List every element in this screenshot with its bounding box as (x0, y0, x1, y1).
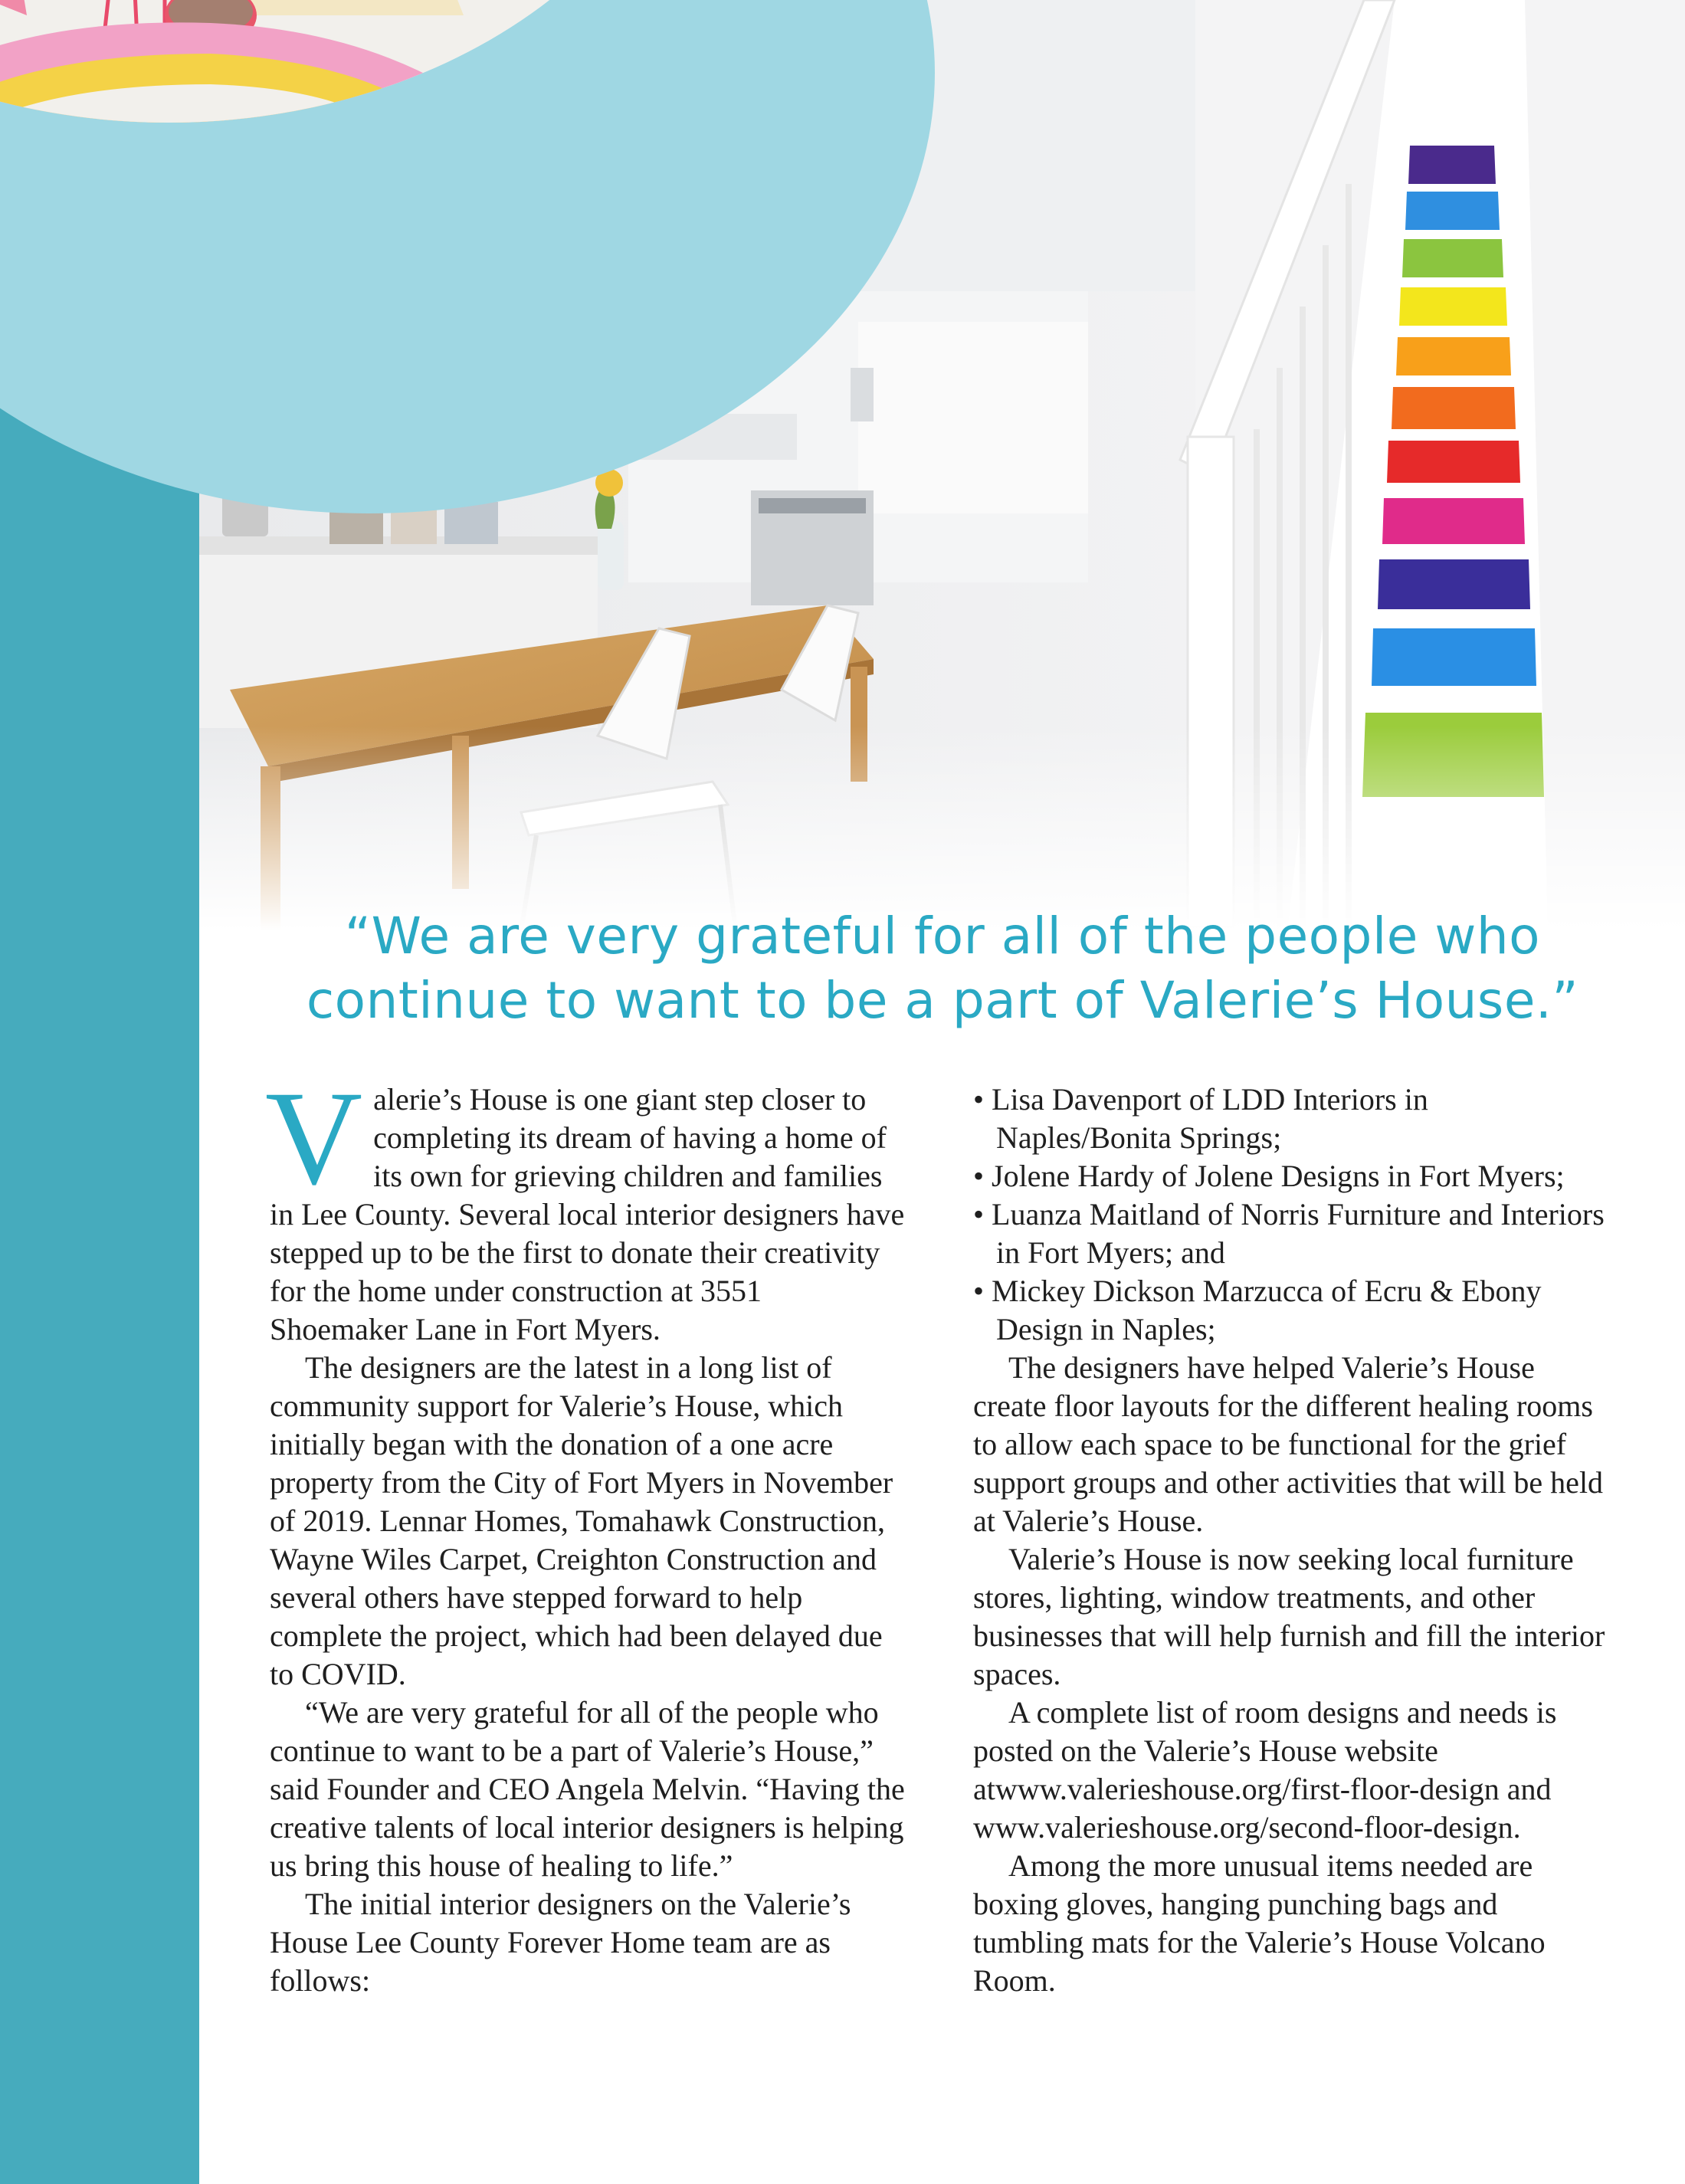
designer-list-item: • Jolene Hardy of Jolene Designs in Fort Myers; (973, 1159, 1565, 1193)
designer-list-item: • Lisa Davenport of LDD Interiors in Naples/Bonita Springs; (973, 1082, 1428, 1155)
pull-quote-line-1: “We are very grateful for all of the people who (344, 907, 1541, 966)
article-paragraph-8: Among the more unusual items needed are boxing gloves, hanging punching bags and tumbling mats for the Valerie’s House Volcano Room. (973, 1848, 1546, 1998)
playroom-inset-photo (0, 0, 709, 123)
article-paragraph-1-text: alerie’s House is one giant step closer to completing its dream of having a home of its own for grieving children and families in Lee County. Several local interior designers have stepped up to be the first to donate their creativity for the home under construction at 3551 Shoemaker Lane in Fort Myers. (270, 1082, 905, 1346)
pull-quote (253, 904, 1632, 1033)
designer-list-item: • Mickey Dickson Marzucca of Ecru & Ebony Design in Naples; (973, 1274, 1542, 1346)
designer-list (973, 1081, 1609, 1349)
designer-list-item: • Luanza Maitland of Norris Furniture and Interiors in Fort Myers; and (973, 1197, 1605, 1270)
article-paragraph-4: The initial interior designers on the Valerie’s House Lee County Forever Home team are as follows: (270, 1887, 851, 1998)
article-paragraph-6: Valerie’s House is now seeking local furniture stores, lighting, window treatments, and other businesses that will help furnish and fill the interior spaces. (973, 1542, 1605, 1691)
article-column-right (973, 1081, 1609, 2000)
article-paragraph-7: A complete list of room designs and needs is posted on the Valerie’s House website atwww.valerieshouse.org/first-floor-design and www.valerieshouse.org/second-floor-design. (973, 1695, 1557, 1845)
article-column-left (265, 1064, 906, 2000)
article-paragraph-3: “We are very grateful for all of the people who continue to want to be a part of Valerie’s House,” said Founder and CEO Angela Melvin. “Having the creative talents of local interior designers is helping us bring this house of healing to life.” (270, 1695, 905, 1883)
pull-quote-line-2: continue to want to be a part of Valerie’s House.” (306, 971, 1579, 1030)
article-paragraph-5: The designers have helped Valerie’s House create floor layouts for the different healing rooms to allow each space to be functional for the grief support groups and other activities that will be held at Valerie’s House. (973, 1350, 1604, 1538)
drop-cap: V (265, 1064, 363, 1213)
article-paragraph-1 (265, 1064, 906, 1349)
article-paragraph-2: The designers are the latest in a long list of community support for Valerie’s House, which initially began with the donation of a one acre property from the City of Fort Myers in November of 2019. Lennar Homes, Tomahawk Construction, Wayne Wiles Carpet, Creighton Construction and several others have stepped forward to help complete the project, which had been delayed due to COVID. (270, 1350, 893, 1691)
